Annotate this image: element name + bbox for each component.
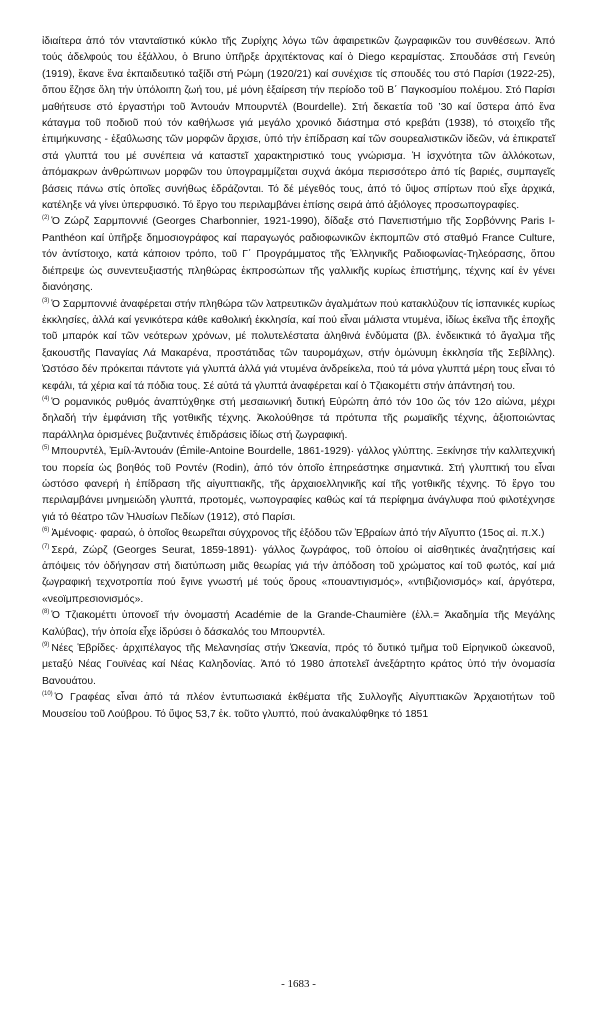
footnote-text: Ὁ Ζώρζ Σαρμποννιέ (Georges Charbonnier, 1921-1990), δίδαξε στό Πανεπιστήμιο τῆς Σορβόννης Paris I-Panthéon καί ὑπῆρξε δημοσιογράφος καί παραγωγός ραδιοφωνικῶν ἐκπομπῶν στό σταθμό France Culture, τόν ἀντίστοιχο, κατά κάποιον τρόπο, τοῦ Γ΄ Προγράμματος τῆς Ἑλληνικῆς Ραδιοφωνίας-Τηλεόρασης, ὅπου διέπρεψε ὡς συνεντευξιαστής πληθώρας ἐκπροσώπων τῆς γαλλικῆς κυρίως ἐπιστήμης, τέχνης καί ἐν γένει διανόησης.	[42, 216, 555, 294]
footnote-7	[42, 543, 555, 609]
footnote-marker: (8)	[42, 609, 50, 616]
footnote-marker: (7)	[42, 543, 50, 550]
footnote-text: Ἀμένοφις· φαραώ, ὁ ὁποῖος θεωρεῖται σύγχρονος τῆς ἐξόδου τῶν Ἑβραίων ἀπό τήν Αἴγυπτο (15ος αἰ. π.Χ.)	[51, 528, 545, 540]
footnote-text: Μπουρντέλ, Ἐμίλ-Ἀντουάν (Émile-Antoine Bourdelle, 1861-1929)· γάλλος γλύπτης. Ξεκίνησε τήν καλλιτεχνική του πορεία ὡς βοηθός τοῦ Ροντέν (Rodin), ἀπό τόν ὁποῖο ἐπηρεάστηκε σημαντικά. Στή γλυπτική του εἶναι ὡστόσο φανερή ἡ ἐπίδραση τῆς αἰγυπτιακῆς, τῆς ἀρχαιοελληνικῆς καί τῆς γοτθικῆς τέχνης. Τό ἔργο του περιλαμβάνει μνημειώδη γλυπτά, προτομές, νωπογραφίες καθώς καί τά περίφημα ἀνάγλυφα πού φιλοτέχνησε γιά τό θέατρο τῶν Ἠλυσίων Πεδίων (1912), στό Παρίσι.	[42, 446, 555, 523]
footnote-2	[42, 214, 555, 296]
footnote-3	[42, 297, 555, 395]
footnote-text: Νέες Ἑβρίδες· ἀρχιπέλαγος τῆς Μελανησίας στήν Ὠκεανία, πρός τό δυτικό τμῆμα τοῦ Εἰρηνικοῦ ὠκεανοῦ, μεταξύ Νέας Γουϊνέας καί Νέας Καληδονίας. Ἀπό τό 1980 ἀποτελεῖ ἀνεξάρτητο κράτος ὑπό τήν ὀνομασία Βανουάτου.	[42, 643, 555, 687]
footnote-4	[42, 395, 555, 444]
page-number: - 1683 -	[281, 978, 316, 990]
footnote-text: Σερά, Ζώρζ (Georges Seurat, 1859-1891)· γάλλος ζωγράφος, τοῦ ὁποίου οἱ αἰσθητικές ἀναζητήσεις καί ἀπόψεις τόν ὁδήγησαν στή διατύπωση μιᾶς θεωρίας γιά τήν ἀπόδοση τοῦ χρώματος καί τοῦ φωτός, καί μιά ζωγραφική τεχνοτροπία πού ἔγινε γνωστή μέ τούς ὅρους «πουαντιγισμός», «ντιβιζιονισμός» καί, ἀργότερα, «νεοϊμπρεσιονισμός».	[42, 544, 555, 605]
footnote-text: Ὁ Γραφέας εἶναι ἀπό τά πλέον ἐντυπωσιακά ἐκθέματα τῆς Συλλογῆς Αἰγυπτιακῶν Ἀρχαιοτήτων τοῦ Μουσείου τοῦ Λούβρου. Τό ὕψος 53,7 ἑκ. τοῦτο γλυπτό, πού ἀνακαλύφθηκε τό 1851	[42, 692, 555, 720]
footnote-marker: (9)	[42, 642, 50, 649]
footnote-marker: (2)	[42, 215, 50, 222]
footnote-6	[42, 526, 555, 542]
footnote-marker: (4)	[42, 395, 50, 402]
body-paragraph: ἰδιαίτερα ἀπό τόν ντανταϊστικό κύκλο τῆς Ζυρίχης λόγω τῶν ἀφαιρετικῶν ζωγραφικῶν του συνθέσεων. Ἀπό τούς ἀδελφούς του ἐξάλλου, ὁ Bruno ὑπῆρξε ἀρχιτέκτονας καί ὁ Diego κεραμίστας. Σπουδάσε στή Γενεύη (1919), ἔκανε ἕνα ἐκπαιδευτικό ταξίδι στή Ρώμη (1920/21) καί συνέχισε τίς σπουδές του στό Παρίσι (1922-25), ὅπου ἔζησε ὅλη τήν ὑπόλοιπη ζωή του, μέ μόνη ἐξαίρεση τήν περίοδο τοῦ Β΄ Παγκοσμίου πολέμου. Στό Παρίσι μαθήτευσε στό ἐργαστήρι τοῦ Ἀντουάν Μπουρντέλ (Bourdelle). Στή δεκαετία τοῦ ’30 καί ὕστερα ἀπό ἕνα κάταγμα τοῦ ποδιοῦ πού τόν καθήλωσε γιά μεγάλο χρονικό διάστημα στό κρεβάτι (1938), τό στοιχεῖο τῆς ἐπιμήκυνσης - ἐξαΰλωσης τῶν μορφῶν ἄρχισε, ὑπό τήν ἐπίδραση καί τῶν σουρεαλιστικῶν ἰδεῶν, νά ἐπικρατεῖ στά γλυπτά του μέ συνέπεια νά καταστεῖ χαρακτηριστικό τους γνώρισμα. Ἡ ἰσχνότητα τῶν ἀλλόκοτων, ἀπόμακρων ἀνθρώπινων μορφῶν του ὑπογραμμίζεται συχνά ἀκόμα περισσότερο ἀπό τίς βαριές, συμπαγεῖς βάσεις πάνω στίς ὁποῖες συνήθως ἑδράζονται. Τό δέ μέγεθός τους, ἀπό τό ὕψος σπίρτων πού εἶχε ἀρχικά, κατέληξε νά γίνει ὑπερφυσικό. Τό ἔργο του περιλαμβάνει ἐπίσης σειρά ἀπό ἀξιόλογες προσωπογραφίες.	[42, 36, 555, 212]
footnotes	[42, 214, 555, 723]
footnote-marker: (10)	[42, 691, 53, 698]
footnote-5	[42, 444, 555, 526]
footnote-text: Ὁ Σαρμποννιέ ἀναφέρεται στήν πληθώρα τῶν λατρευτικῶν ἀγαλμάτων πού κατακλύζουν τίς ἱσπανικές κυρίως ἐκκλησίες, ἀλλά καί γενικότερα κάθε καθολική ἐκκλησία, καί πού εἶναι μάλιστα ντυμένα, ἰδίως ἐκεῖνα τῆς ἐποχῆς τοῦ μπαρόκ καί τῶν νεότερων χρόνων, μέ πολυτελέστατα ἀληθινά ἐνδύματα (βλ. ἐνδεικτικά τό ἄγαλμα τῆς ξακουστῆς Παναγίας Λά Μακαρένα, προστάτιδας τῶν ταυρομάχων, στήν ὁμώνυμη ἐκκλησία τῆς Σεβίλλης). Ὡστόσο δέν πρόκειται πάντοτε γιά γλυπτά ἀλλά γιά ντυμένα ἀνδρείκελα, πού τά μόνα γλυπτά μέρη τους εἶναι τό κεφάλι, τά χέρια καί τά πόδια τους. Σέ αὐτά τά γλυπτά ἀναφέρεται καί ὁ Τζιακομέττι στήν ἀπάντησή του.	[42, 298, 555, 392]
footnote-marker: (5)	[42, 445, 50, 452]
footnote-9	[42, 641, 555, 690]
footnote-text: Ὁ Τζιακομέττι ὑπονοεῖ τήν ὀνομαστή Académie de la Grande-Chaumière (ἑλλ.= Ἀκαδημία τῆς Μεγάλης Καλύβας), τήν ὁποία εἶχε ἱδρύσει ὁ δάσκαλός του Μπουρντέλ.	[42, 610, 555, 638]
footnote-marker: (6)	[42, 527, 50, 534]
footnote-text: Ὁ ρομανικός ρυθμός ἀναπτύχθηκε στή μεσαιωνική δυτική Εὐρώπη ἀπό τόν 10ο ὥς τόν 12ο αἰώνα, μέχρι δηλαδή τήν ἐμφάνιση τῆς γοτθικῆς τέχνης. Ἀκολούθησε τά πρότυπα τῆς ρωμαϊκῆς τέχνης, ἀξιοποιώντας παράλληλα ὁρισμένες βυζαντινές ἐπιδράσεις ἰδίως στή ζωγραφική.	[42, 396, 555, 441]
footnote-marker: (3)	[42, 297, 50, 304]
footnote-10	[42, 690, 555, 723]
footnote-8	[42, 608, 555, 641]
